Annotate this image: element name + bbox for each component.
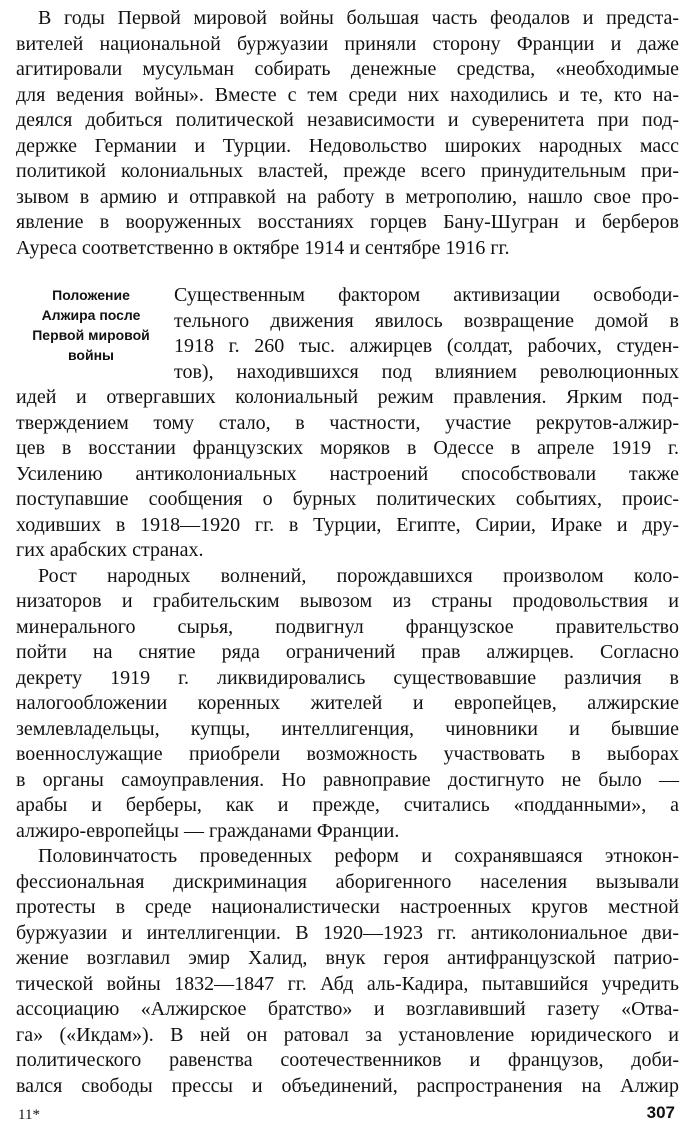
text-line: Половинчатость проведенных реформ и сохранявшаяся этнокон- [38, 845, 679, 867]
text-line: тверждением тому стало, в частности, участие рекрутов-алжир- [16, 411, 679, 434]
text-line: гих арабских странах. [16, 539, 204, 561]
text-line: политикой колониальных властей, прежде всего принудительным при- [16, 160, 679, 182]
text-line: для ведения войны». Вместе с тем среди них находились и те, кто на- [16, 83, 679, 106]
text-line: агитировали мусульман собирать денежные средства, «необходимые [16, 58, 679, 80]
text-line: га» («Икдам»). В ней он ратовал за установление юридического и [16, 1023, 679, 1046]
text-line: деялся добиться политической независимости и суверенитета при под- [16, 109, 679, 131]
text-line: ходивших в 1918—1920 гг. в Турции, Египте, Сирии, Ираке и дру- [16, 513, 679, 536]
text-line: Ауреса соответственно в октябре 1914 и сентябре 1916 гг. [16, 236, 510, 259]
text-line: вителей национальной буржуазии приняли сторону Франции и даже [16, 32, 679, 55]
side-heading-line: Первой мировой [32, 327, 150, 343]
text-line: идей и отвергавших колониальный режим правления. Ярким под- [16, 386, 679, 408]
text-line: ассоциацию «Алжирское братство» и возглавивший газету «Отва- [16, 998, 679, 1020]
text-line: налогообложении коренных жителей и европейцев, алжирские [16, 692, 679, 714]
text-line: протесты в среде националистически настроенных кругов местной [16, 896, 679, 918]
paragraph-wwi-context [16, 6, 679, 261]
text-line: Усилению антиколониальных настроений способствовали также [16, 462, 679, 485]
side-heading-line: Положение [52, 287, 130, 303]
section-postwar-algeria [16, 283, 679, 564]
text-line: тельного движения явилось возвращение домой в [174, 309, 679, 332]
text-line: декрету 1919 г. ликвидировались существовавшие различия в [16, 666, 679, 689]
side-heading-line: войны [68, 347, 114, 363]
text-line: буржуазии и интеллигенции. В 1920—1923 гг. антиколониальное дви- [16, 921, 679, 944]
wrapped-lines [174, 283, 679, 385]
text-line: минерального сырья, подвигнул французское правительство [16, 615, 679, 638]
text-line: политического равенства соотечественников и французов, доби- [16, 1049, 679, 1071]
text-line: алжиро-европейцы — гражданами Франции. [16, 819, 400, 842]
text-line: вался свободы прессы и объединений, распространения на Алжир [16, 1074, 679, 1097]
text-line: поступавшие сообщения о бурных политических событиях, проис- [16, 488, 679, 510]
text-line: фессиональная дискриминация аборигенного населения вызывали [16, 870, 679, 893]
page-number: 307 [646, 1103, 675, 1122]
text-line: военнослужащие приобрели возможность участвовать в выборах [16, 743, 679, 765]
text-line: держке Германии и Турции. Недовольство широких народных масс [16, 134, 679, 157]
page-footer [16, 1103, 679, 1127]
section-gap [16, 261, 679, 283]
text-line: Существенным фактором активизации освободи- [174, 284, 679, 306]
text-line: Рост народных волнений, порождавшихся произволом коло- [38, 564, 679, 587]
section-side-heading [16, 285, 166, 365]
book-page [16, 6, 679, 1133]
side-heading-line: Алжира после [41, 307, 141, 323]
text-line: жение возглавил эмир Халид, внук героя антифранцузской патрио- [16, 947, 679, 969]
text-line: 1918 г. 260 тыс. алжирцев (солдат, рабочих, студен- [174, 335, 679, 357]
text-line: зывом в армию и отправкой на работу в метрополию, нашло свое про- [16, 185, 679, 208]
text-line: землевладельцы, купцы, интеллигенция, чиновники и бывшие [16, 717, 679, 740]
text-line: арабы и берберы, как и прежде, считались «подданными», а [16, 794, 679, 816]
paragraph-emir-khalid [16, 844, 679, 1099]
text-line: явление в вооруженных восстаниях горцев Бану-Шугран и берберов [16, 211, 679, 233]
text-line: тической войны 1832—1847 гг. Абд аль-Кадира, пытавшийся учредить [16, 972, 679, 995]
text-line: тов), находившихся под влиянием революционных [174, 360, 679, 383]
text-line: цев в восстании французских моряков в Одессе в апреле 1919 г. [16, 437, 679, 459]
paragraph-reforms [16, 564, 679, 845]
text-line: пойти на снятие ряда ограничений прав алжирцев. Согласно [16, 641, 679, 663]
text-line: В годы Первой мировой войны большая часть феодалов и предста- [38, 7, 679, 29]
printer-signature: 11* [18, 1107, 40, 1123]
text-line: низаторов и грабительским вывозом из страны продовольствия и [16, 590, 679, 612]
text-line: в органы самоуправления. Но равноправие достигнуто не было — [16, 768, 679, 791]
